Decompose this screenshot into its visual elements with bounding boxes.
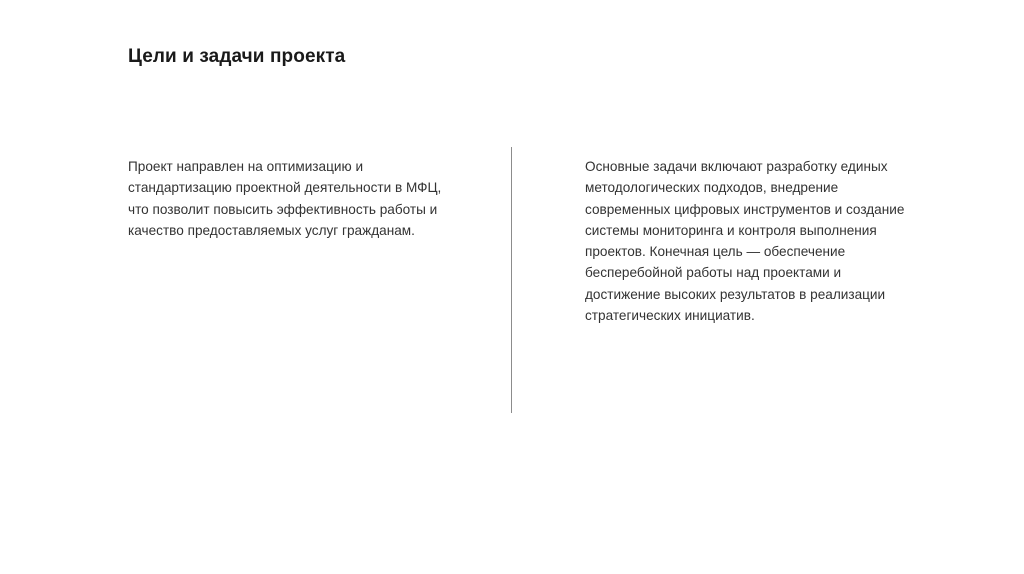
right-line: стратегических инициатив. [585, 308, 755, 324]
right-line: современных цифровых инструментов и создание [585, 201, 905, 217]
right-line: методологических подходов, внедрение [585, 180, 839, 196]
left-line: качество предоставляемых услуг гражданам. [128, 222, 415, 238]
right-line: системы мониторинга и контроля выполнения [585, 222, 877, 238]
left-line: что позволит повысить эффективность работы и [128, 201, 438, 217]
right-line: проектов. Конечная цель — обеспечение [585, 244, 846, 260]
column-divider [511, 147, 512, 413]
left-line: стандартизацию проектной деятельности в МФЦ, [128, 180, 442, 196]
right-line: Основные задачи включают разработку единых [585, 159, 888, 174]
right-line: достижение высоких результатов в реализации [585, 286, 886, 302]
right-line: бесперебойной работы над проектами и [585, 265, 842, 281]
slide-title: Цели и задачи проекта [128, 46, 346, 67]
left-line: Проект направлен на оптимизацию и [128, 159, 364, 174]
right-column-text [585, 156, 925, 326]
left-column-text [128, 156, 458, 241]
